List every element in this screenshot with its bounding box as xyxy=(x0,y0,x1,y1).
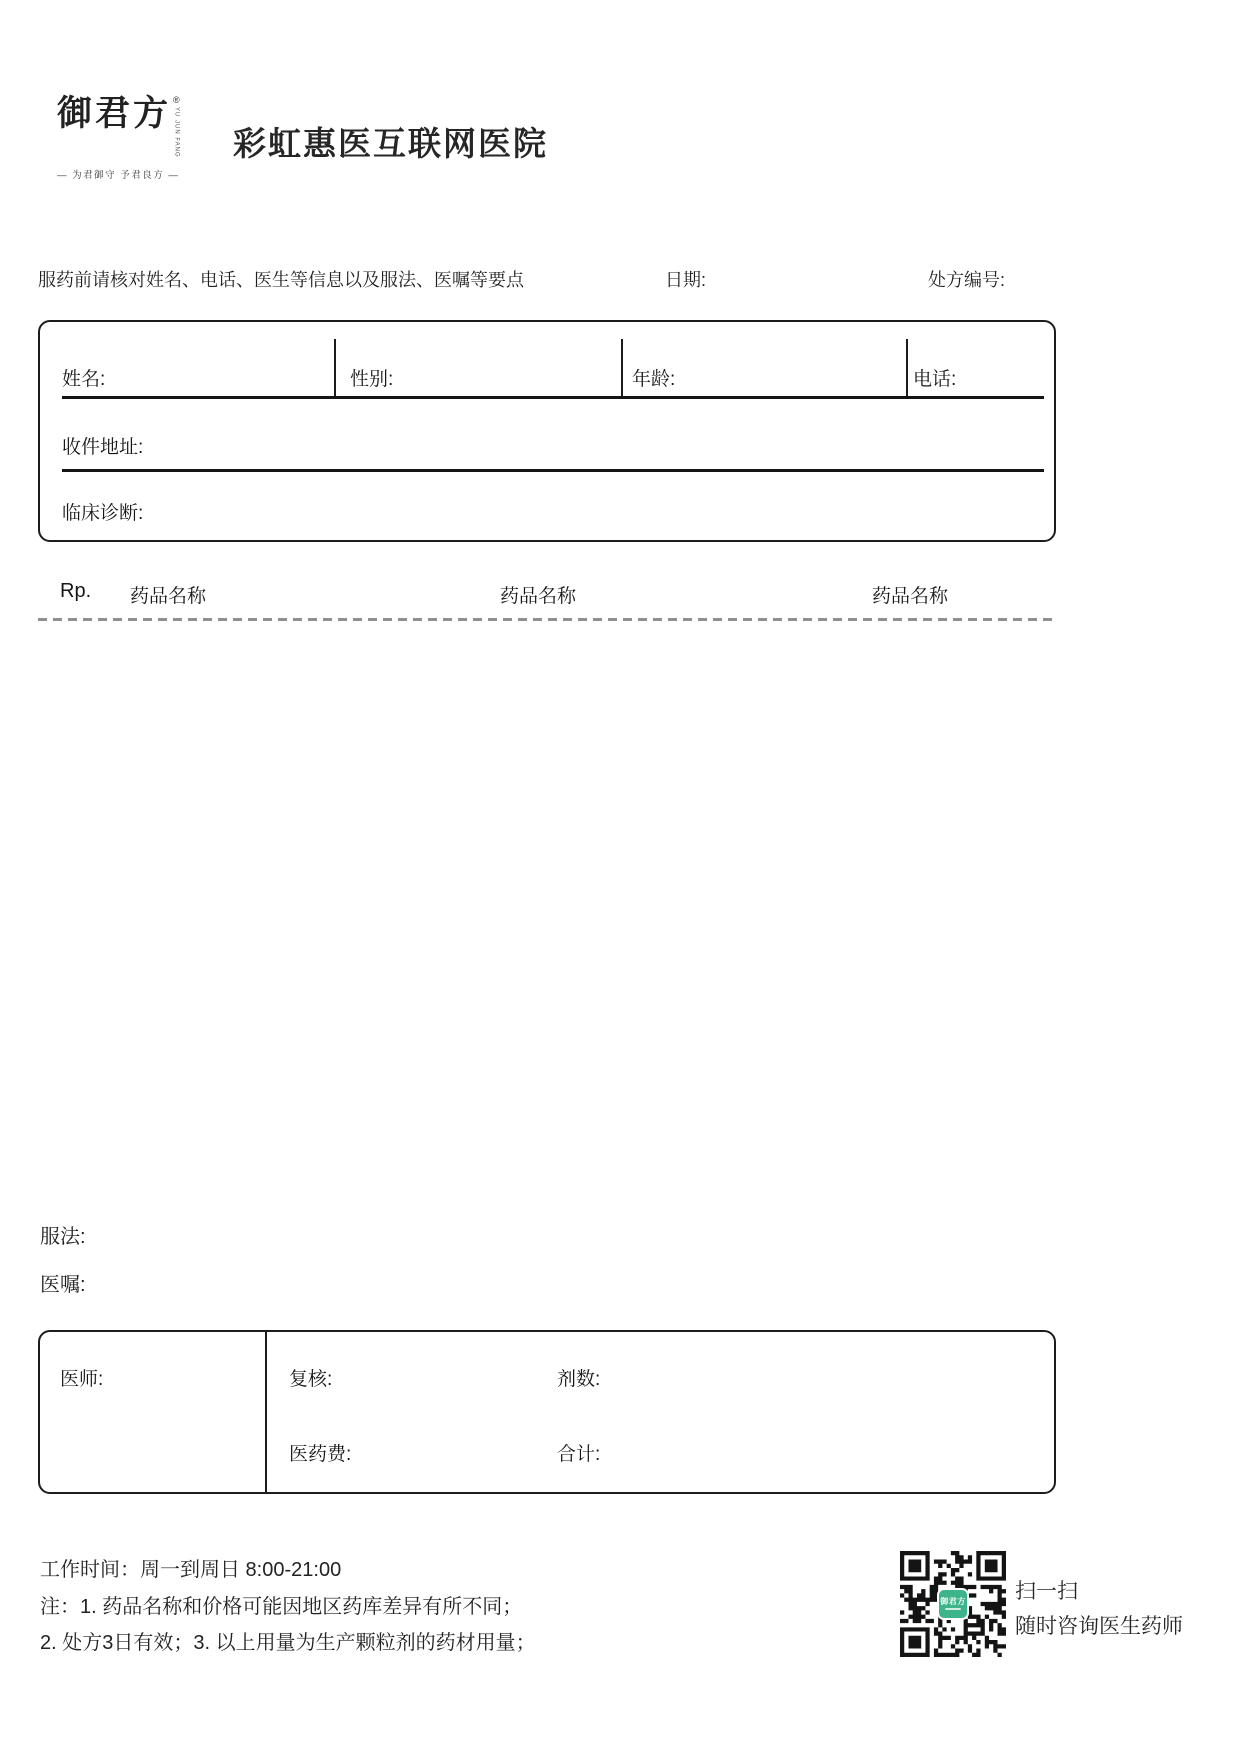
row-divider xyxy=(62,469,1044,472)
diagnosis-label: 临床诊断: xyxy=(62,503,144,524)
review-label: 复核: xyxy=(289,1369,333,1390)
brand-logo-text: 御君方 xyxy=(57,93,172,134)
hospital-name: 彩虹惠医互联网医院 xyxy=(233,125,548,162)
signature-fee-box xyxy=(38,1330,1056,1494)
total-label: 合计: xyxy=(557,1444,601,1465)
rx-number-label: 处方编号: xyxy=(928,270,1006,290)
check-info-instruction: 服药前请核对姓名、电话、医生等信息以及服法、医嘱等要点 xyxy=(38,270,524,290)
rp-label: Rp. xyxy=(60,580,92,602)
brand-logo-side xyxy=(173,96,180,158)
drug-name-column-header: 药品名称 xyxy=(500,586,577,607)
address-label: 收件地址: xyxy=(62,437,144,458)
physician-label: 医师: xyxy=(60,1369,104,1390)
usage-label: 服法: xyxy=(40,1226,86,1248)
qr-code xyxy=(900,1551,1006,1657)
drug-name-column-header: 药品名称 xyxy=(130,586,207,607)
column-divider xyxy=(906,339,908,397)
brand-logo xyxy=(57,93,180,181)
footer-note-1: 注：1. 药品名称和价格可能因地区药库差异有所不同； xyxy=(40,1596,523,1618)
advice-label: 医嘱: xyxy=(40,1274,86,1296)
brand-logo-pinyin: YU JUN FANG xyxy=(173,107,180,158)
medicine-fee-label: 医药费: xyxy=(289,1444,352,1465)
scan-subtitle: 随时咨询医生药师 xyxy=(1015,1615,1183,1638)
column-divider xyxy=(265,1332,267,1492)
scan-title: 扫一扫 xyxy=(1015,1580,1078,1603)
brand-tagline: — 为君御守 予君良方 — xyxy=(57,169,180,181)
age-label: 年龄: xyxy=(632,369,676,390)
dose-count-label: 剂数: xyxy=(557,1369,601,1390)
phone-label: 电话: xyxy=(913,369,957,390)
column-divider xyxy=(334,339,336,397)
drug-name-column-header: 药品名称 xyxy=(872,586,949,607)
row-divider xyxy=(62,396,1044,399)
dashed-separator xyxy=(38,618,1057,621)
qr-center-logo xyxy=(937,1588,969,1620)
date-label: 日期: xyxy=(665,270,707,290)
name-label: 姓名: xyxy=(62,369,106,390)
column-divider xyxy=(621,339,623,397)
patient-info-box xyxy=(38,320,1056,542)
registered-trademark-icon: ® xyxy=(173,95,180,105)
qr-center-logo-subline xyxy=(945,1608,961,1610)
qr-center-logo-text: 御君方 xyxy=(940,1596,966,1606)
footer-note-2: 2. 处方3日有效；3. 以上用量为生产颗粒剂的药材用量； xyxy=(40,1632,536,1654)
work-hours: 工作时间：周一到周日 8:00-21:00 xyxy=(40,1559,342,1581)
gender-label: 性别: xyxy=(350,369,394,390)
